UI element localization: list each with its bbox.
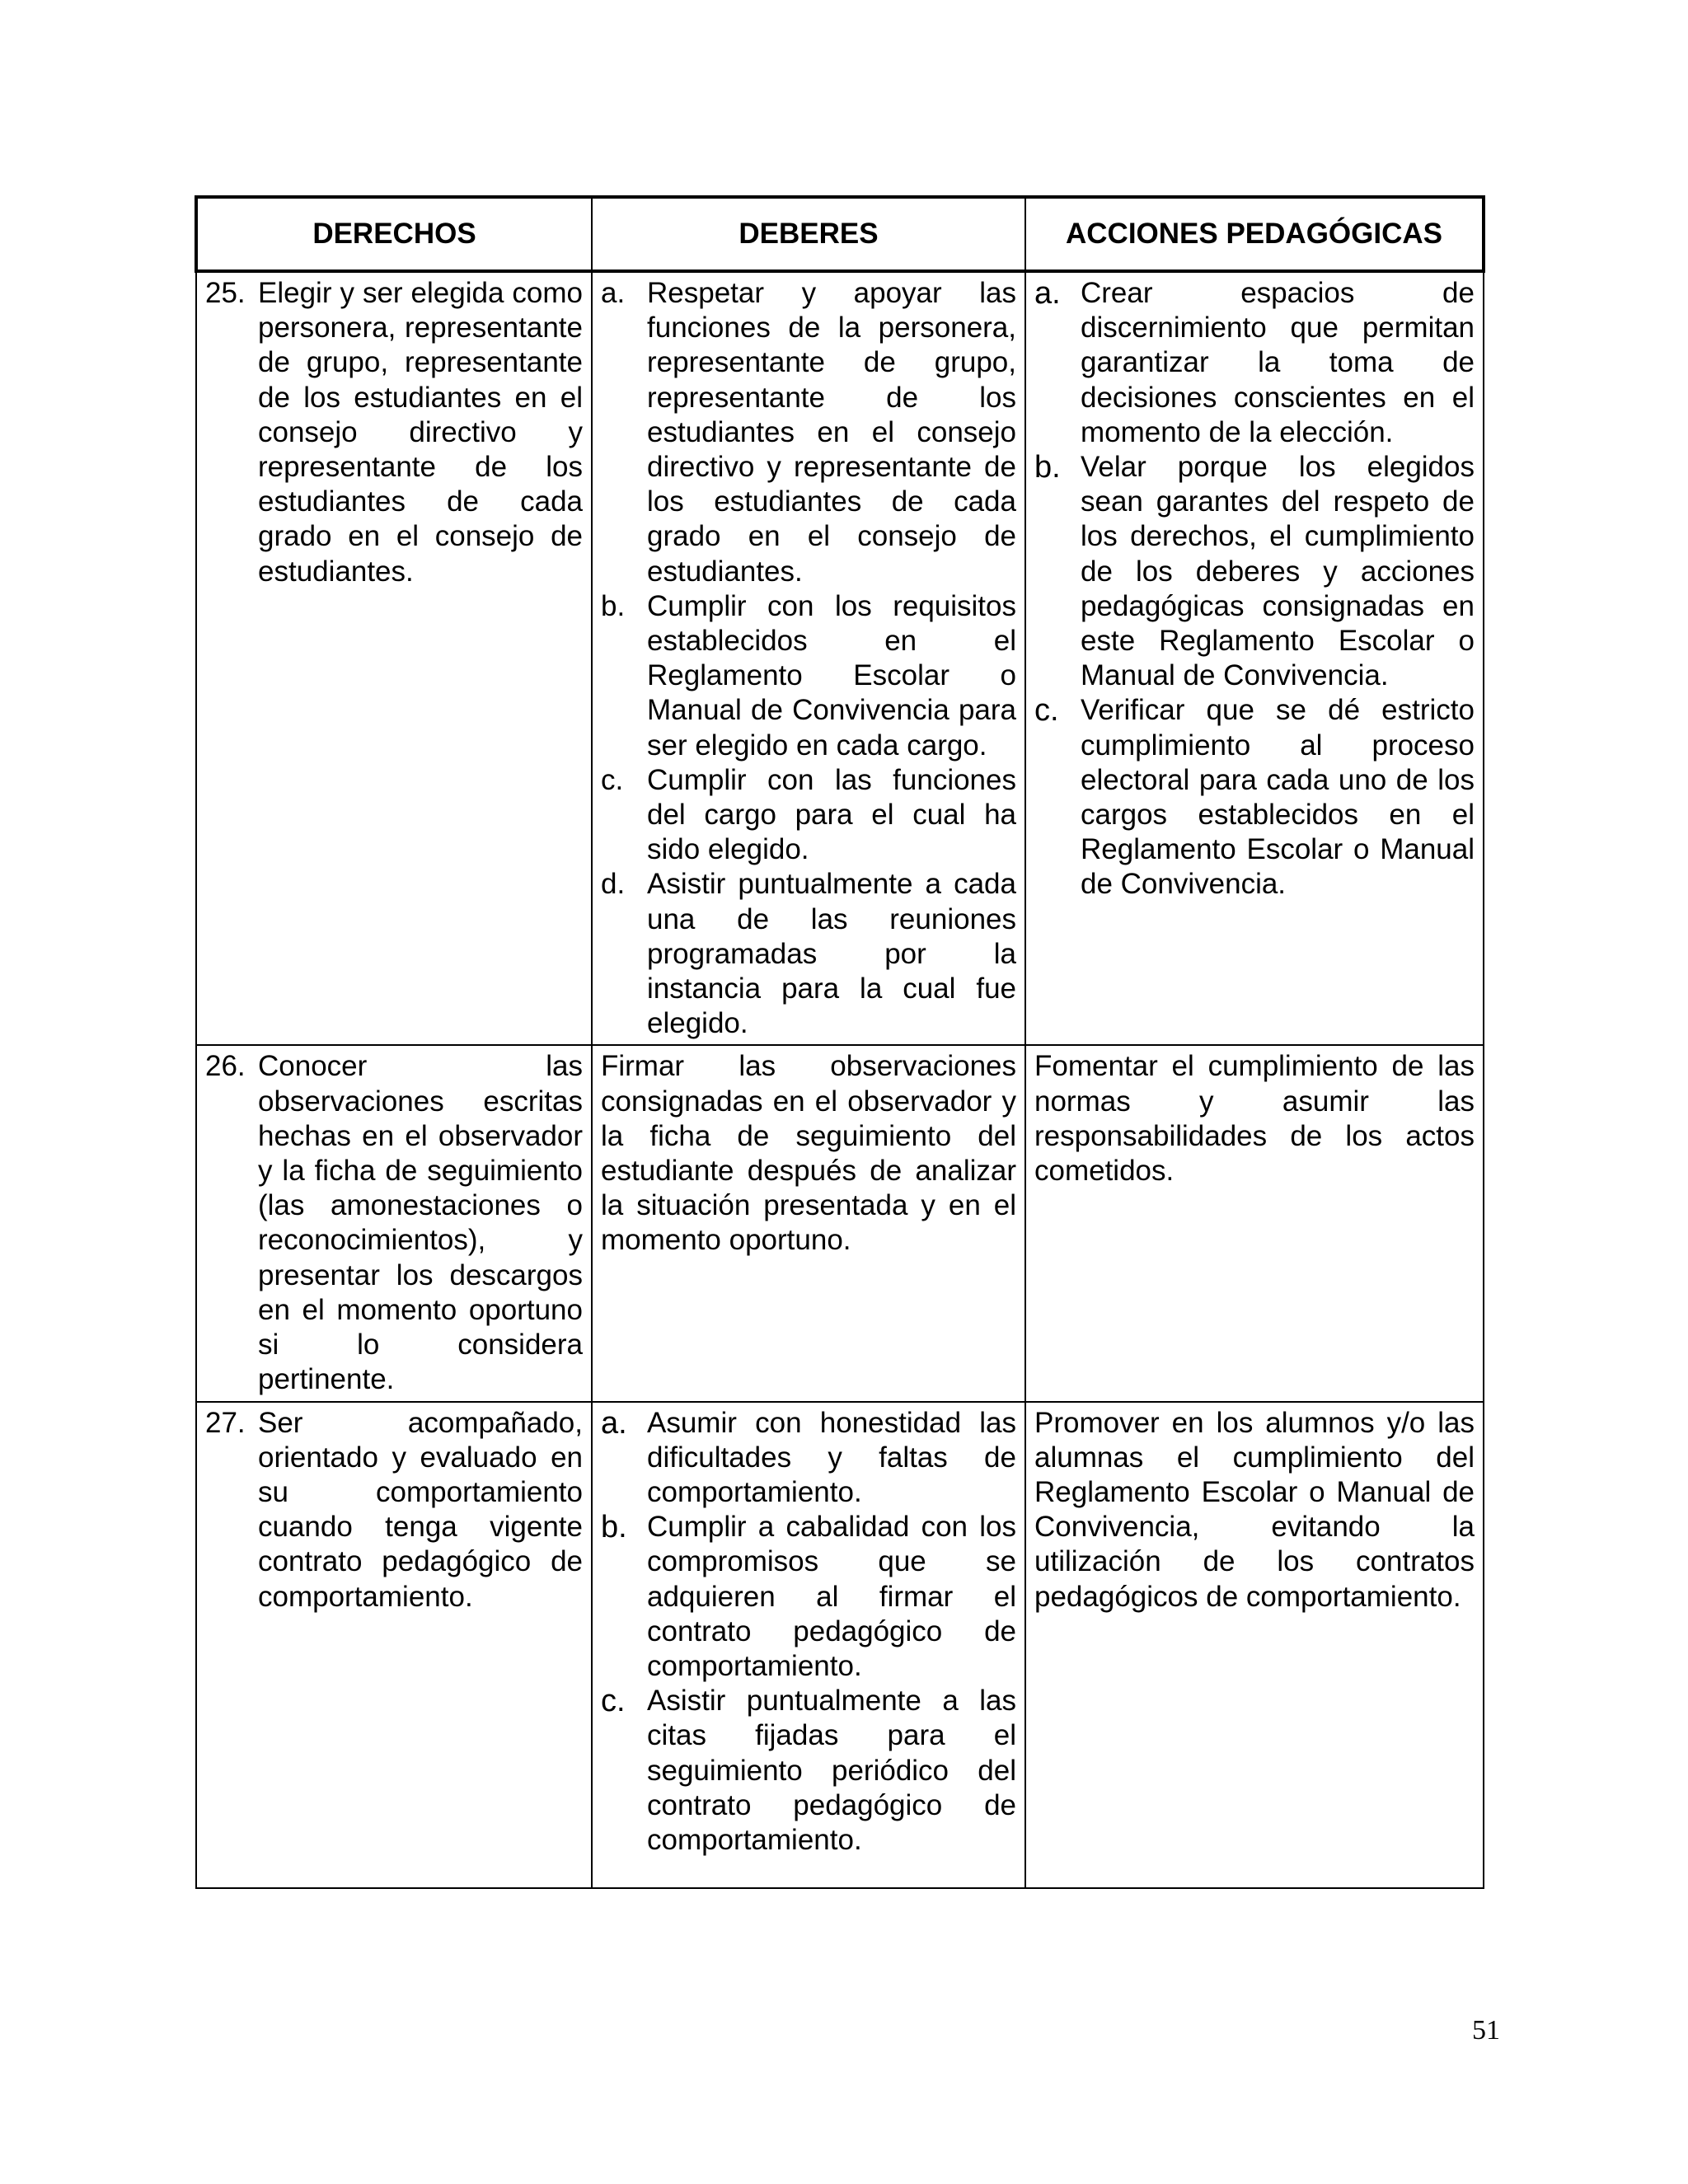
row-number: 25. xyxy=(205,277,246,309)
item-text: Asumir con honestidad las dificultades y faltas de comportamiento. xyxy=(647,1406,1016,1508)
list-item xyxy=(601,763,1016,868)
list-item xyxy=(1034,450,1475,693)
row-number: 26. xyxy=(205,1050,246,1083)
accion-text: Promover en los alumnos y/o las alumnas el cumplimiento del Reglamento Escolar o Manual de Convivencia, evitando la utilización de los contratos pedagógicos de comportamiento. xyxy=(1034,1406,1475,1613)
header-acciones: ACCIONES PEDAGÓGICAS xyxy=(1025,197,1484,271)
derecho-cell xyxy=(196,271,592,1045)
rights-duties-table xyxy=(195,195,1485,1889)
item-label: c. xyxy=(601,1684,626,1719)
item-text: Cumplir a cabalidad con los compromisos que se adquieren al firmar el contrato pedagógico de comportamiento. xyxy=(647,1511,1016,1682)
item-label: b. xyxy=(601,1510,627,1545)
derecho-text: Conocer las observaciones escritas hechas en el observador y la ficha de seguimiento (las amonestaciones o reconocimientos), y presentar los descargos en el momento oportuno si lo considera pertinente. xyxy=(258,1050,583,1396)
header-deberes: DEBERES xyxy=(592,197,1025,271)
item-label: c. xyxy=(601,763,624,796)
list-item xyxy=(1034,693,1475,902)
table-row xyxy=(196,271,1484,1045)
item-text: Verificar que se dé estricto cumplimiento al proceso electoral para cada uno de los cargos establecidos en el Reglamento Escolar o Manual de Convivencia. xyxy=(1081,694,1475,901)
derecho-cell xyxy=(196,1045,592,1401)
header-row xyxy=(196,197,1484,271)
derecho-cell xyxy=(196,1402,592,1888)
item-text: Velar porque los elegidos sean garantes del respeto de los derechos, el cumplimiento de los deberes y acciones pedagógicas consignadas en este Reglamento Escolar o Manual de Convivencia. xyxy=(1081,451,1475,692)
derecho-text: Elegir y ser elegida como personera, representante de grupo, representante de los estudiantes en el consejo directivo y representante de los estudiantes de cada grado en el consejo de estudiantes. xyxy=(258,277,583,588)
header-derechos: DERECHOS xyxy=(196,197,592,271)
accion-text: Fomentar el cumplimiento de las normas y asumir las responsabilidades de los actos cometidos. xyxy=(1034,1050,1475,1188)
item-label: a. xyxy=(1034,276,1061,311)
item-text: Respetar y apoyar las funciones de la personera, representante de grupo, representante de los estudiantes en el consejo directivo y representante de los estudiantes de cada grado en el consejo de estudiantes. xyxy=(647,277,1016,588)
item-label: c. xyxy=(1034,693,1059,729)
deberes-cell xyxy=(592,1402,1025,1888)
list-item xyxy=(601,276,1016,589)
item-text: Cumplir con los requisitos establecidos en el Reglamento Escolar o Manual de Convivencia para ser elegido en cada cargo. xyxy=(647,589,1016,762)
derecho-text: Ser acompañado, orientado y evaluado en su comportamiento cuando tenga vigente contrato pedagógico de comportamiento. xyxy=(258,1406,583,1613)
list-item xyxy=(601,589,1016,763)
item-text: Crear espacios de discernimiento que permitan garantizar la toma de decisiones conscientes en el momento de la elección. xyxy=(1081,277,1475,448)
list-item xyxy=(1034,276,1475,450)
item-label: b. xyxy=(601,589,626,622)
table-row xyxy=(196,1045,1484,1401)
item-text: Cumplir con las funciones del cargo para el cual ha sido elegido. xyxy=(647,763,1016,866)
item-label: b. xyxy=(1034,450,1061,485)
acciones-cell xyxy=(1025,271,1484,1045)
list-item xyxy=(601,867,1016,1041)
table-row xyxy=(196,1402,1484,1888)
item-text: Asistir puntualmente a cada una de las reuniones programadas por la instancia para la cual fue elegido. xyxy=(647,868,1016,1040)
item-label: a. xyxy=(601,1405,627,1441)
list-item xyxy=(601,1684,1016,1858)
item-label: d. xyxy=(601,868,626,901)
item-text: Asistir puntualmente a las citas fijadas para el seguimiento periódico del contrato pedagógico de comportamiento. xyxy=(647,1685,1016,1856)
row-number: 27. xyxy=(205,1406,246,1439)
deber-text: Firmar las observaciones consignadas en el observador y la ficha de seguimiento del estudiante después de analizar la situación presentada y en el momento oportuno. xyxy=(601,1050,1016,1257)
deberes-cell xyxy=(592,271,1025,1045)
list-item xyxy=(601,1510,1016,1684)
acciones-cell xyxy=(1025,1402,1484,1888)
item-label: a. xyxy=(601,277,626,309)
acciones-cell xyxy=(1025,1045,1484,1401)
deberes-cell xyxy=(592,1045,1025,1401)
page-number: 51 xyxy=(1472,2015,1500,2046)
list-item xyxy=(601,1406,1016,1511)
